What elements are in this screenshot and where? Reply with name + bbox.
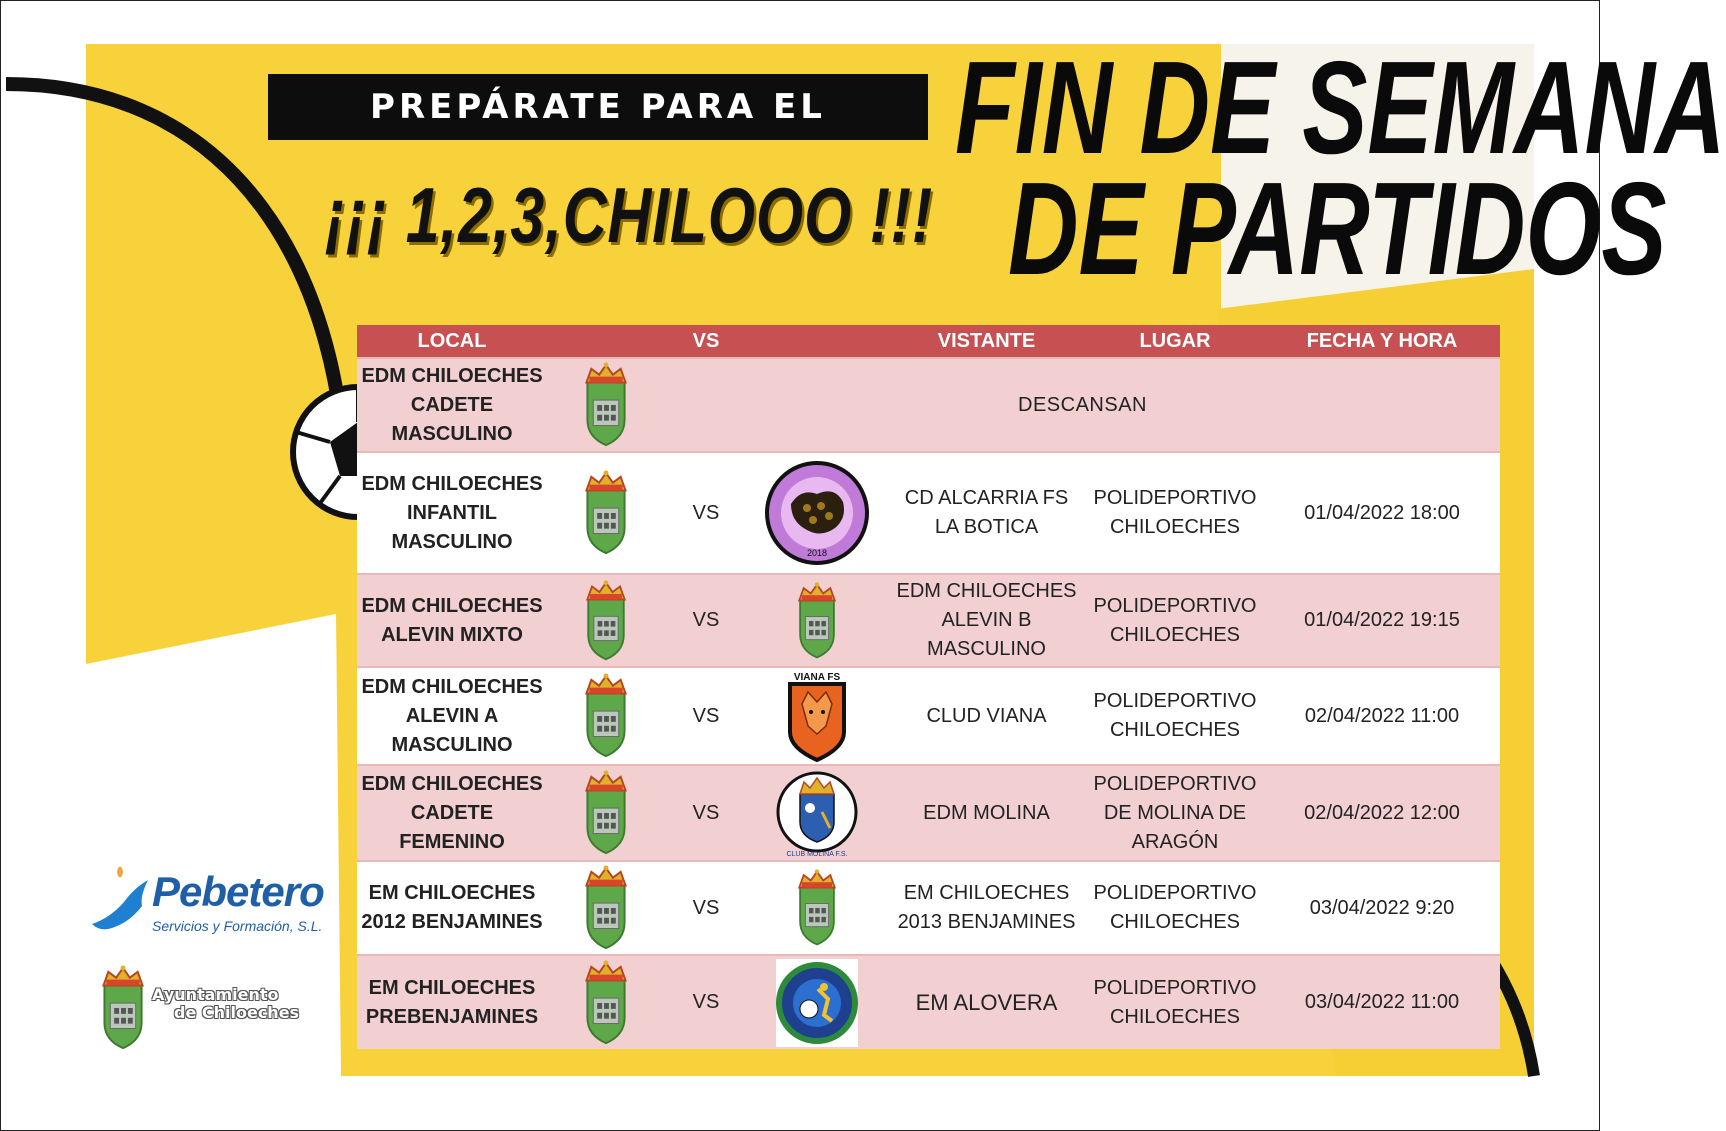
ayuntamiento-name bbox=[152, 986, 299, 1022]
visitor-team: CD ALCARRIA FS LA BOTICA bbox=[887, 452, 1086, 574]
table-row bbox=[357, 667, 1500, 765]
headline-line-1: FIN DE SEMANA bbox=[955, 34, 1726, 181]
home-crest-icon bbox=[547, 955, 665, 1049]
table-row bbox=[357, 861, 1500, 955]
venue: POLIDEPORTIVO CHILOECHES bbox=[1086, 452, 1264, 574]
match-datetime: 02/04/2022 11:00 bbox=[1264, 667, 1500, 765]
header-datetime: FECHA Y HORA bbox=[1264, 325, 1500, 358]
home-crest-icon bbox=[547, 452, 665, 574]
ayuntamiento-line-2: de Chiloeches bbox=[174, 1003, 300, 1022]
local-team: EM CHILOECHES PREBENJAMINES bbox=[357, 955, 547, 1049]
header-blank-2 bbox=[747, 325, 887, 358]
pebetero-logo bbox=[90, 862, 324, 952]
visitor-team: EDM CHILOECHES ALEVIN B MASCULINO bbox=[887, 574, 1086, 667]
viana-label-text: VIANA FS bbox=[793, 672, 841, 683]
local-team: EDM CHILOECHES ALEVIN A MASCULINO bbox=[357, 667, 547, 765]
local-team: EDM CHILOECHES CADETE FEMENINO bbox=[357, 765, 547, 861]
local-team: EDM CHILOECHES INFANTIL MASCULINO bbox=[357, 452, 547, 574]
table-row bbox=[357, 452, 1500, 574]
home-crest-icon bbox=[547, 765, 665, 861]
match-datetime: 03/04/2022 9:20 bbox=[1264, 861, 1500, 955]
header-blank-1 bbox=[547, 325, 665, 358]
chant-title: ¡¡¡ 1,2,3,CHILOOO !!! bbox=[325, 171, 933, 259]
home-crest-icon bbox=[547, 667, 665, 765]
vs-label: VS bbox=[665, 955, 747, 1049]
home-crest-icon bbox=[547, 574, 665, 667]
vs-label: VS bbox=[665, 861, 747, 955]
table-row bbox=[357, 765, 1500, 861]
molina-label-text: CLUB MOLINA F.S. bbox=[786, 851, 848, 858]
venue: POLIDEPORTIVO CHILOECHES bbox=[1086, 861, 1264, 955]
local-team: EDM CHILOECHES ALEVIN MIXTO bbox=[357, 574, 547, 667]
table-header-row bbox=[357, 325, 1500, 358]
match-datetime: 03/04/2022 11:00 bbox=[1264, 955, 1500, 1049]
pebetero-name: Pebetero bbox=[152, 868, 324, 915]
table-row bbox=[357, 358, 1500, 452]
header-vs: VS bbox=[665, 325, 747, 358]
header-venue: LUGAR bbox=[1086, 325, 1264, 358]
alovera-crest-icon bbox=[747, 955, 887, 1049]
venue: POLIDEPORTIVO CHILOECHES bbox=[1086, 955, 1264, 1049]
vs-label: VS bbox=[665, 574, 747, 667]
local-team: EM CHILOECHES 2012 BENJAMINES bbox=[357, 861, 547, 955]
venue: POLIDEPORTIVO CHILOECHES bbox=[1086, 667, 1264, 765]
pebetero-flame-icon bbox=[90, 862, 160, 942]
vs-label: VS bbox=[665, 765, 747, 861]
table-row bbox=[357, 574, 1500, 667]
promo-banner: PREPÁRATE PARA EL bbox=[268, 74, 928, 140]
home-crest-icon bbox=[547, 861, 665, 955]
fixtures-table bbox=[357, 325, 1500, 1049]
visitor-team: EM CHILOECHES 2013 BENJAMINES bbox=[887, 861, 1086, 955]
ayuntamiento-logo bbox=[90, 958, 335, 1056]
table-row bbox=[357, 955, 1500, 1049]
chiloeches-crest-icon bbox=[747, 574, 887, 667]
visitor-team: EM ALOVERA bbox=[887, 955, 1086, 1049]
visitor-team: CLUD VIANA bbox=[887, 667, 1086, 765]
home-crest-icon bbox=[547, 358, 665, 452]
header-local: LOCAL bbox=[357, 325, 547, 358]
local-team: EDM CHILOECHES CADETE MASCULINO bbox=[357, 358, 547, 452]
venue: POLIDEPORTIVO CHILOECHES bbox=[1086, 574, 1264, 667]
header-visitor: VISTANTE bbox=[887, 325, 1086, 358]
ayuntamiento-crest-icon bbox=[98, 964, 148, 1052]
chiloeches-crest-icon bbox=[747, 861, 887, 955]
pebetero-subtitle: Servicios y Formación, S.L. bbox=[152, 918, 323, 934]
alcarria-crest-icon bbox=[747, 452, 887, 574]
match-datetime: 01/04/2022 19:15 bbox=[1264, 574, 1500, 667]
vs-label: VS bbox=[665, 667, 747, 765]
visitor-team: EDM MOLINA bbox=[887, 765, 1086, 861]
ayuntamiento-line-1: Ayuntamiento bbox=[152, 985, 279, 1004]
alcarria-year-text: 2018 bbox=[806, 548, 828, 558]
rest-note: DESCANSAN bbox=[665, 358, 1500, 452]
match-datetime: 02/04/2022 12:00 bbox=[1264, 765, 1500, 861]
viana-crest-icon bbox=[747, 667, 887, 765]
vs-label: VS bbox=[665, 452, 747, 574]
match-datetime: 01/04/2022 18:00 bbox=[1264, 452, 1500, 574]
molina-crest-icon bbox=[747, 765, 887, 861]
venue: POLIDEPORTIVO DE MOLINA DE ARAGÓN bbox=[1086, 765, 1264, 861]
headline-line-2: DE PARTIDOS bbox=[1008, 155, 1667, 302]
